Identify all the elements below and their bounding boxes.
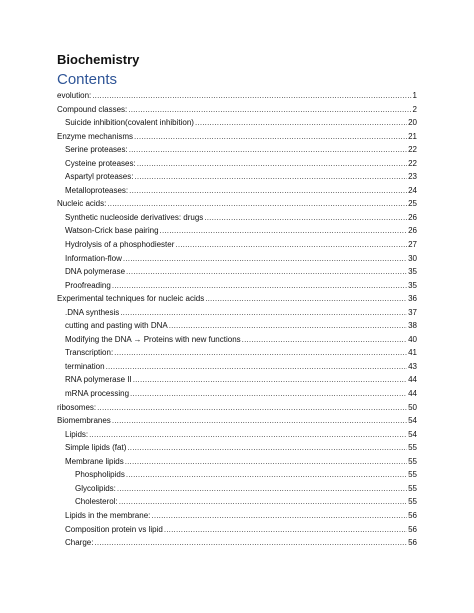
toc-entry-page-number: 54 xyxy=(408,429,417,439)
toc-entry-page-number: 24 xyxy=(408,185,417,195)
toc-entry[interactable] xyxy=(57,495,417,509)
toc-entry-label: Cysteine proteases: xyxy=(65,158,136,168)
toc-dot-leader xyxy=(242,333,407,347)
toc-entry-label: .DNA synthesis xyxy=(65,307,120,317)
toc-entry-page-number: 50 xyxy=(408,402,417,412)
toc-entry-label: Compound classes: xyxy=(57,104,128,114)
toc-entry-page-number: 55 xyxy=(408,470,417,480)
toc-entry-page-number: 55 xyxy=(408,456,417,466)
toc-dot-leader xyxy=(117,482,407,496)
toc-dot-leader xyxy=(127,441,407,455)
toc-dot-leader xyxy=(160,224,408,238)
toc-dot-leader xyxy=(175,238,407,252)
toc-entry-page-number: 1 xyxy=(412,91,417,100)
toc-entry[interactable] xyxy=(57,143,417,157)
toc-entry[interactable] xyxy=(57,170,417,184)
toc-dot-leader xyxy=(134,170,407,184)
toc-entry-page-number: 43 xyxy=(408,361,417,371)
toc-entry-page-number: 54 xyxy=(408,416,417,426)
toc-dot-leader xyxy=(106,360,408,374)
toc-entry-page-number: 36 xyxy=(408,294,417,304)
toc-entry-page-number: 30 xyxy=(408,253,417,263)
toc-dot-leader xyxy=(129,143,407,157)
toc-entry-label: Enzyme mechanisms xyxy=(57,131,134,141)
toc-entry-label: Watson-Crick base pairing xyxy=(65,226,159,236)
toc-entry-page-number: 44 xyxy=(408,375,417,385)
toc-entry-page-number: 23 xyxy=(408,172,417,182)
toc-entry-page-number: 37 xyxy=(408,307,417,317)
toc-entry[interactable] xyxy=(57,455,417,469)
toc-entry-label: Glycolipids: xyxy=(75,483,116,493)
toc-dot-leader xyxy=(112,279,407,293)
toc-dot-leader xyxy=(164,523,407,537)
toc-dot-leader xyxy=(120,306,407,320)
table-of-contents xyxy=(57,89,417,550)
toc-entry[interactable] xyxy=(57,333,417,347)
toc-entry[interactable] xyxy=(57,279,417,293)
toc-dot-leader xyxy=(89,428,407,442)
toc-entry-page-number: 35 xyxy=(408,280,417,290)
toc-entry-label: mRNA processing xyxy=(65,389,130,399)
toc-entry[interactable] xyxy=(57,387,417,401)
toc-entry-page-number: 56 xyxy=(408,510,417,520)
toc-entry-label: Charge: xyxy=(65,538,94,548)
toc-dot-leader xyxy=(128,103,411,117)
toc-entry-page-number: 35 xyxy=(408,267,417,277)
toc-entry-label: Phospholipids xyxy=(75,470,125,480)
toc-entry[interactable] xyxy=(57,211,417,225)
toc-entry-label: Simple lipids (fat) xyxy=(65,443,127,453)
toc-entry-page-number: 55 xyxy=(408,483,417,493)
toc-dot-leader xyxy=(119,495,407,509)
toc-entry-page-number: 26 xyxy=(408,226,417,236)
toc-dot-leader xyxy=(204,211,407,225)
toc-dot-leader xyxy=(126,265,407,279)
contents-heading: Contents xyxy=(57,71,118,88)
toc-entry-label: evolution: xyxy=(57,91,92,100)
toc-dot-leader xyxy=(107,197,407,211)
toc-entry-page-number: 20 xyxy=(408,118,417,128)
toc-entry-page-number: 44 xyxy=(408,389,417,399)
toc-entry-label: Serine proteases: xyxy=(65,145,128,155)
toc-entry-label: Synthetic nucleoside derivatives: drugs xyxy=(65,212,204,222)
toc-entry-label: Suicide inhibition(covalent inhibition) xyxy=(65,118,194,128)
toc-dot-leader xyxy=(151,509,407,523)
toc-entry-label: cutting and pasting with DNA xyxy=(65,321,168,331)
toc-entry[interactable] xyxy=(57,197,417,211)
toc-entry[interactable] xyxy=(57,292,417,306)
toc-entry-label: Information-flow xyxy=(65,253,122,263)
toc-entry[interactable] xyxy=(57,306,417,320)
toc-entry-page-number: 40 xyxy=(408,334,417,344)
toc-dot-leader xyxy=(137,157,407,171)
toc-dot-leader xyxy=(195,116,407,130)
toc-entry[interactable] xyxy=(57,346,417,360)
toc-entry[interactable] xyxy=(57,252,417,266)
toc-entry[interactable] xyxy=(57,414,417,428)
toc-entry-label: termination xyxy=(65,361,105,371)
toc-entry[interactable] xyxy=(57,441,417,455)
toc-entry-label: Experimental techniques for nucleic acids xyxy=(57,294,205,304)
toc-dot-leader xyxy=(125,455,407,469)
toc-entry-page-number: 56 xyxy=(408,524,417,534)
toc-entry-label: ribosomes: xyxy=(57,402,97,412)
toc-entry-label: DNA polymerase xyxy=(65,267,126,277)
toc-entry-page-number: 22 xyxy=(408,158,417,168)
toc-entry-label: Proofreading xyxy=(65,280,111,290)
toc-entry[interactable] xyxy=(57,130,417,144)
toc-entry-label: Transcription: xyxy=(65,348,114,358)
toc-entry[interactable] xyxy=(57,523,417,537)
toc-entry[interactable] xyxy=(57,89,417,103)
toc-dot-leader xyxy=(129,184,407,198)
toc-dot-leader xyxy=(133,373,407,387)
toc-entry-label: Nucleic acids: xyxy=(57,199,107,209)
toc-entry[interactable] xyxy=(57,509,417,523)
toc-entry-label: Aspartyl proteases: xyxy=(65,172,134,182)
toc-dot-leader xyxy=(123,252,407,266)
toc-entry[interactable] xyxy=(57,482,417,496)
toc-dot-leader xyxy=(134,130,407,144)
toc-dot-leader xyxy=(114,346,407,360)
toc-entry[interactable] xyxy=(57,224,417,238)
toc-dot-leader xyxy=(126,468,407,482)
toc-entry[interactable] xyxy=(57,184,417,198)
toc-entry-page-number: 56 xyxy=(408,538,417,548)
toc-entry-page-number: 21 xyxy=(408,131,417,141)
toc-entry-label: RNA polymerase II xyxy=(65,375,132,385)
toc-dot-leader xyxy=(205,292,407,306)
toc-entry-page-number: 2 xyxy=(412,104,417,114)
toc-entry-page-number: 55 xyxy=(408,443,417,453)
toc-entry[interactable] xyxy=(57,536,417,550)
toc-entry[interactable] xyxy=(57,373,417,387)
toc-entry[interactable] xyxy=(57,116,417,130)
toc-entry-label: Hydrolysis of a phosphodiester xyxy=(65,240,175,250)
toc-dot-leader xyxy=(97,401,407,415)
toc-entry-label: Modifying the DNA → Proteins with new functions xyxy=(65,334,241,344)
toc-entry-label: Lipids: xyxy=(65,429,89,439)
toc-entry-label: Composition protein vs lipid xyxy=(65,524,163,534)
document-title: Biochemistry xyxy=(57,52,140,67)
toc-entry-page-number: 27 xyxy=(408,240,417,250)
toc-dot-leader xyxy=(130,387,407,401)
toc-entry-page-number: 41 xyxy=(408,348,417,358)
toc-dot-leader xyxy=(112,414,407,428)
toc-entry-label: Cholesterol: xyxy=(75,497,118,507)
toc-entry[interactable] xyxy=(57,319,417,333)
toc-entry[interactable] xyxy=(57,468,417,482)
toc-entry-page-number: 55 xyxy=(408,497,417,507)
toc-entry-page-number: 26 xyxy=(408,212,417,222)
toc-dot-leader xyxy=(92,89,411,103)
toc-dot-leader xyxy=(169,319,407,333)
toc-entry-page-number: 22 xyxy=(408,145,417,155)
toc-entry-page-number: 38 xyxy=(408,321,417,331)
toc-entry[interactable] xyxy=(57,103,417,117)
toc-entry-label: Biomembranes xyxy=(57,416,111,426)
toc-entry-label: Membrane lipids xyxy=(65,456,124,466)
toc-entry-label: Lipids in the membrane: xyxy=(65,510,151,520)
toc-dot-leader xyxy=(94,536,407,550)
toc-entry-page-number: 25 xyxy=(408,199,417,209)
toc-entry[interactable] xyxy=(57,360,417,374)
toc-entry[interactable] xyxy=(57,265,417,279)
toc-entry[interactable] xyxy=(57,401,417,415)
toc-entry-label: Metalloproteases: xyxy=(65,185,129,195)
toc-entry[interactable] xyxy=(57,238,417,252)
toc-entry[interactable] xyxy=(57,428,417,442)
toc-entry[interactable] xyxy=(57,157,417,171)
